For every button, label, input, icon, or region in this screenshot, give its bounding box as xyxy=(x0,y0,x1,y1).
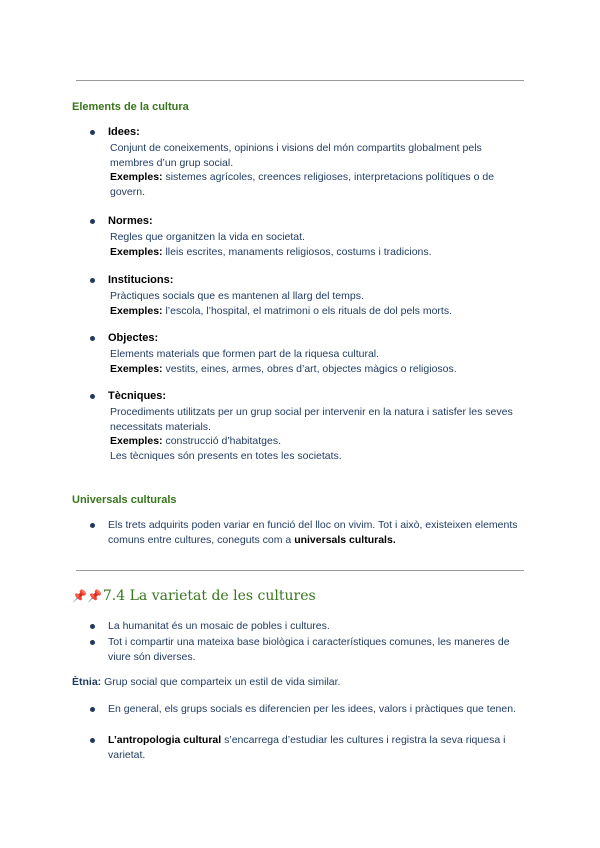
bullet-icon xyxy=(90,130,95,135)
universals-heading: Universals culturals xyxy=(72,494,177,506)
bullet-icon xyxy=(90,738,95,743)
etnia-label: Ètnia: xyxy=(72,676,102,688)
culture-elements-heading: Elements de la cultura xyxy=(72,101,189,113)
bullet-icon xyxy=(90,394,95,399)
term-extra-note: Les tècniques són presents en totes les societats. xyxy=(110,450,342,462)
bullet-icon xyxy=(90,523,95,528)
term-examples xyxy=(110,170,520,199)
examples-text: vestits, eines, armes, obres d’art, objectes màgics o religiosos. xyxy=(165,363,457,375)
term-label: Objectes: xyxy=(108,332,159,344)
term-label: Tècniques: xyxy=(108,390,167,402)
list-item xyxy=(90,215,520,260)
universals-text xyxy=(108,518,526,548)
list-item xyxy=(90,332,520,377)
middle-divider xyxy=(76,570,524,571)
list-item xyxy=(90,619,520,634)
term-examples xyxy=(110,434,520,449)
top-divider xyxy=(76,80,524,81)
bullet-icon xyxy=(90,219,95,224)
examples-label: Exemples: xyxy=(110,171,163,183)
bullet-icon xyxy=(90,624,95,629)
bullet-body: s’encarrega d’estudiar les cultures i registra la seva riquesa i varietat. xyxy=(108,734,506,761)
list-item xyxy=(90,702,520,732)
examples-text: construcció d’habitatges. xyxy=(165,435,282,447)
examples-text: sistemes agrícoles, creences religioses, interpretacions polítiques o de govern. xyxy=(110,171,495,198)
etnia-text: Grup social que comparteix un estil de vida similar. xyxy=(104,676,341,688)
examples-label: Exemples: xyxy=(110,363,163,375)
section-title-text: 7.4 La varietat de les cultures xyxy=(102,588,316,604)
bullet-icon xyxy=(90,707,95,712)
bullet-text: En general, els grups socials es diferencien per les idees, valors i pràctiques que tenen. xyxy=(108,703,516,715)
list-item xyxy=(90,274,520,319)
bold-term: L’antropologia cultural xyxy=(108,734,222,746)
term-description: Regles que organitzen la vida en societat. xyxy=(110,231,305,243)
bullet-text: Tot i compartir una mateixa base biològica i característiques comunes, les maneres de viure són diverses. xyxy=(108,636,510,663)
bullet-icon xyxy=(90,278,95,283)
term-description: Pràctiques socials que es mantenen al llarg del temps. xyxy=(110,290,364,302)
examples-label: Exemples: xyxy=(110,246,163,258)
term-description: Elements materials que formen part de la riquesa cultural. xyxy=(110,348,380,360)
examples-label: Exemples: xyxy=(110,435,163,447)
term-examples xyxy=(110,245,520,260)
bullet-icon xyxy=(90,640,95,645)
bullet-icon xyxy=(90,336,95,341)
term-label: Idees: xyxy=(108,126,140,138)
list-item xyxy=(90,518,520,550)
section-title xyxy=(72,588,316,604)
list-item xyxy=(90,635,520,665)
bullet-text xyxy=(108,733,526,763)
term-label: Normes: xyxy=(108,215,153,227)
bullet-text: La humanitat és un mosaic de pobles i cultures. xyxy=(108,620,330,632)
term-label: Institucions: xyxy=(108,274,174,286)
list-item xyxy=(90,126,520,196)
term-description: Conjunt de coneixements, opinions i visions del món compartits globalment pels membres d’un grup social. xyxy=(110,142,482,169)
list-item xyxy=(90,390,520,465)
pushpin-icon: 📌📌 xyxy=(72,589,102,603)
universals-term: universals culturals. xyxy=(294,534,396,546)
list-item xyxy=(90,733,520,763)
universals-body: Els trets adquirits poden variar en funció del lloc on vivim. Tot i això, existeixen elements comuns entre cultures, coneguts com a xyxy=(108,519,518,546)
etnia-definition xyxy=(72,676,340,688)
term-examples xyxy=(110,304,520,319)
examples-text: l’escola, l’hospital, el matrimoni o els rituals de dol pels morts. xyxy=(165,305,452,317)
examples-text: lleis escrites, manaments religiosos, costums i tradicions. xyxy=(165,246,432,258)
examples-label: Exemples: xyxy=(110,305,163,317)
term-description: Procediments utilitzats per un grup social per intervenir en la natura i satisfer les seves necessitats materials. xyxy=(110,406,513,433)
term-examples xyxy=(110,362,520,377)
